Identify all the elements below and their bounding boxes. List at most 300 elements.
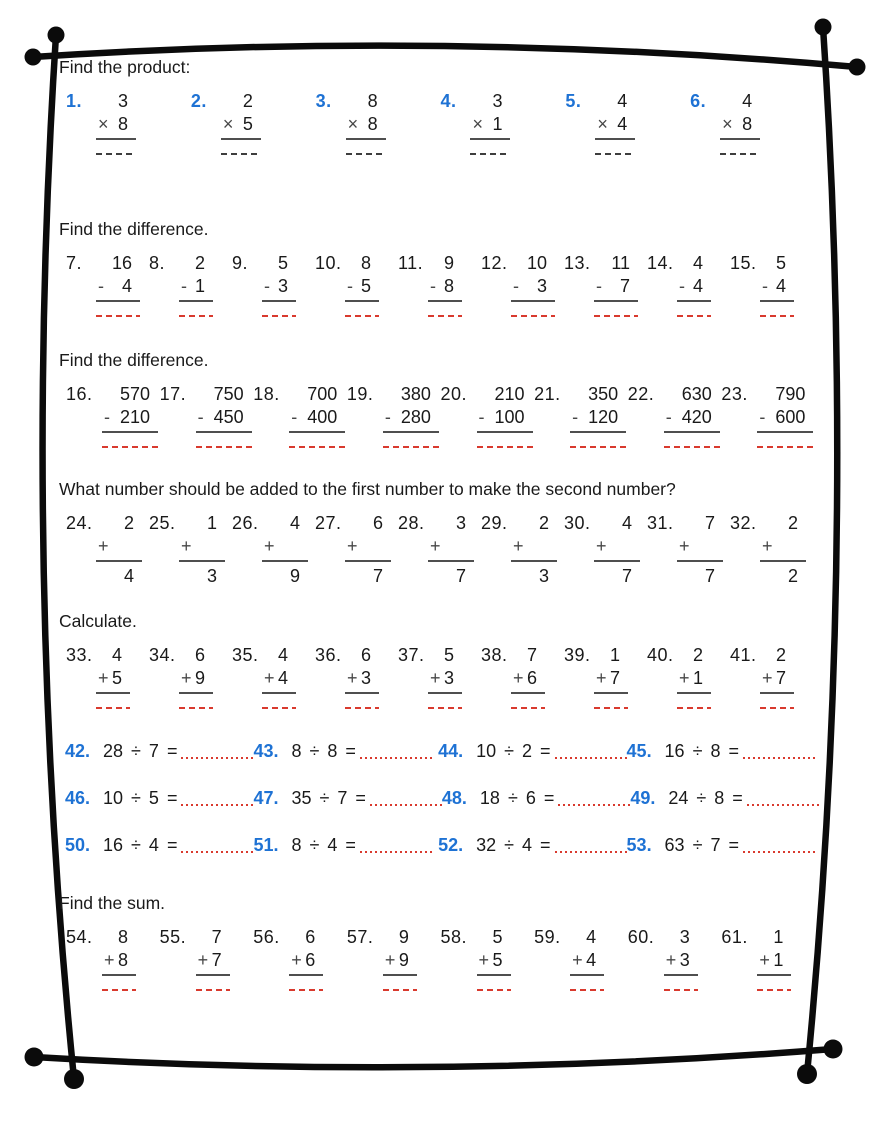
problem-row <box>59 90 815 155</box>
operator-sign: - <box>759 407 766 427</box>
dividend: 10 <box>103 788 124 808</box>
section-find-the-difference-1 <box>59 219 815 317</box>
problem-number: 26. <box>232 513 259 533</box>
problem-stack <box>196 383 252 448</box>
division-sign: ÷ <box>131 741 141 761</box>
top-operand: 4 <box>586 927 597 947</box>
dividend: 16 <box>103 835 124 855</box>
top-operand: 16 <box>111 253 132 273</box>
bottom-operand: 1 <box>194 276 205 296</box>
operator-row <box>760 535 806 562</box>
division-sign: ÷ <box>131 788 141 808</box>
bottom-operand: 3 <box>360 668 371 688</box>
answer-blank <box>511 707 545 709</box>
problem-number: 19. <box>346 384 374 404</box>
division-row <box>59 787 815 809</box>
operator-row <box>760 667 794 694</box>
top-operand: 4 <box>277 645 288 665</box>
top-operand: 2 <box>692 645 703 665</box>
problem-42 <box>65 740 253 762</box>
bottom-operand: 120 <box>588 407 619 427</box>
dividend: 24 <box>668 788 689 808</box>
problem-stack <box>760 512 806 587</box>
problem-number: 37. <box>398 645 425 665</box>
division-sign: ÷ <box>309 741 320 761</box>
operator-row <box>477 949 511 976</box>
operator-row <box>179 535 225 562</box>
operator-row <box>428 535 474 562</box>
top-operand: 1 <box>773 927 784 947</box>
problem-stack <box>594 512 640 587</box>
answer-blank <box>262 707 296 709</box>
problem-number: 40. <box>647 645 674 665</box>
bottom-operand: 210 <box>119 407 150 427</box>
operator-row <box>289 949 323 976</box>
section-division <box>59 740 815 881</box>
problem-stack <box>760 252 794 317</box>
problem-number: 15. <box>730 253 757 273</box>
border-dot <box>25 1048 44 1067</box>
problem-number: 61. <box>721 927 748 947</box>
operator-sign: + <box>104 950 115 970</box>
problem-stack <box>345 644 379 709</box>
division-sign: ÷ <box>309 835 320 855</box>
problem-number: 5. <box>565 91 582 111</box>
section-label: Calculate. <box>59 611 137 631</box>
result-value: 4 <box>123 566 134 586</box>
problem-number: 4. <box>440 91 457 111</box>
top-operand: 2 <box>123 513 134 533</box>
dividend: 35 <box>291 788 312 808</box>
bottom-operand: 6 <box>526 668 537 688</box>
answer-blank <box>477 989 511 991</box>
problem-number: 31. <box>647 513 674 533</box>
operator-sign: - <box>478 407 485 427</box>
answer-blank <box>558 804 630 806</box>
problem-number: 48. <box>441 788 467 808</box>
problem-number: 39. <box>564 645 591 665</box>
operator-row <box>262 667 296 694</box>
problem-number: 28. <box>398 513 425 533</box>
operator-sign: + <box>98 536 109 556</box>
equals-sign: = <box>732 788 743 808</box>
problem-number: 20. <box>440 384 468 404</box>
operator-sign: - <box>347 276 353 296</box>
division-row <box>59 740 815 762</box>
problem-2 <box>191 90 316 155</box>
bottom-operand: 6 <box>305 950 316 970</box>
problem-44 <box>438 740 626 762</box>
bottom-operand: 4 <box>277 668 288 688</box>
problem-53 <box>627 834 815 856</box>
problem-row <box>59 644 815 709</box>
answer-blank <box>570 446 626 448</box>
operator-row <box>96 113 136 140</box>
answer-blank <box>664 446 720 448</box>
problem-50 <box>65 834 253 856</box>
operator-sign: + <box>596 668 607 688</box>
problem-stack <box>179 252 213 317</box>
problem-stack <box>262 252 296 317</box>
problem-30 <box>564 512 647 587</box>
problem-number: 25. <box>149 513 176 533</box>
operator-row <box>428 667 462 694</box>
top-operand: 6 <box>360 645 371 665</box>
operator-sign: - <box>104 407 110 427</box>
equals-sign: = <box>543 788 555 808</box>
operator-sign: + <box>347 668 358 688</box>
problem-stack <box>511 644 545 709</box>
problem-14 <box>647 252 730 317</box>
problem-number: 17. <box>159 384 187 404</box>
bottom-operand: 8 <box>367 114 378 134</box>
problem-stack <box>221 90 261 155</box>
operator-sign: - <box>762 276 768 296</box>
answer-blank <box>221 153 261 155</box>
problem-47 <box>253 787 441 809</box>
bottom-operand: 3 <box>277 276 288 296</box>
problem-3 <box>316 90 441 155</box>
divisor: 8 <box>710 741 721 761</box>
problem-stack <box>345 512 391 587</box>
problem-57 <box>347 926 441 991</box>
problem-10 <box>315 252 398 317</box>
section-label: Find the difference. <box>59 219 209 239</box>
division-rows <box>59 740 815 856</box>
bottom-operand: 8 <box>117 950 128 970</box>
answer-blank <box>345 707 379 709</box>
problem-56 <box>253 926 347 991</box>
top-operand: 4 <box>692 253 703 273</box>
top-operand: 10 <box>526 253 547 273</box>
bottom-operand: 7 <box>211 950 222 970</box>
division-sign: ÷ <box>696 788 707 808</box>
result-value: 7 <box>372 566 383 586</box>
dividend: 8 <box>291 835 302 855</box>
problem-61 <box>721 926 815 991</box>
top-operand: 750 <box>213 384 244 404</box>
operator-sign: - <box>98 276 104 296</box>
bottom-operand: 1 <box>492 114 503 134</box>
operator-row <box>470 113 510 140</box>
top-operand: 3 <box>492 91 503 111</box>
operator-sign: + <box>430 668 441 688</box>
operator-row <box>383 949 417 976</box>
problem-33 <box>66 644 149 709</box>
operator-sign: - <box>596 276 602 296</box>
bottom-operand: 9 <box>194 668 205 688</box>
problem-17 <box>160 383 254 448</box>
top-operand: 5 <box>492 927 503 947</box>
divisor: 4 <box>522 835 533 855</box>
operator-row <box>289 406 345 433</box>
bottom-operand: 4 <box>617 114 628 134</box>
top-operand: 4 <box>289 513 300 533</box>
border-dot <box>797 1064 817 1084</box>
problem-row <box>59 512 815 587</box>
problem-number: 57. <box>346 927 374 947</box>
problem-21 <box>534 383 628 448</box>
top-operand: 7 <box>526 645 537 665</box>
answer-blank <box>383 989 417 991</box>
problem-stack <box>570 926 604 991</box>
top-operand: 5 <box>443 645 454 665</box>
problem-26 <box>232 512 315 587</box>
result-value: 2 <box>787 566 798 586</box>
border-dot <box>824 1040 843 1059</box>
operator-row <box>179 275 213 302</box>
problem-number: 53. <box>626 835 652 855</box>
problem-number: 59. <box>534 927 561 947</box>
operator-sign: - <box>679 276 685 296</box>
operator-row <box>595 113 635 140</box>
divisor: 8 <box>327 741 338 761</box>
operator-sign: × <box>722 114 733 134</box>
equals-sign: = <box>355 788 366 808</box>
answer-blank <box>594 707 628 709</box>
answer-blank <box>345 315 379 317</box>
operator-row <box>262 275 296 302</box>
operator-sign: + <box>264 536 275 556</box>
problem-number: 6. <box>690 91 707 111</box>
problem-stack <box>477 383 533 448</box>
dividend: 32 <box>476 835 497 855</box>
problem-number: 13. <box>564 253 591 273</box>
answer-blank <box>181 804 253 806</box>
answer-blank <box>743 851 815 853</box>
top-operand: 1 <box>609 645 620 665</box>
answer-blank <box>594 315 638 317</box>
bottom-operand: 8 <box>742 114 753 134</box>
problem-number: 21. <box>534 384 561 404</box>
operator-sign: - <box>665 407 672 427</box>
problem-stack <box>96 252 140 317</box>
answer-blank <box>289 446 345 448</box>
operator-sign: - <box>430 276 436 296</box>
operator-row <box>511 535 557 562</box>
top-operand: 4 <box>742 91 753 111</box>
top-operand: 3 <box>455 513 466 533</box>
problem-number: 8. <box>149 253 166 273</box>
problem-stack <box>102 926 136 991</box>
border-dot <box>25 49 42 66</box>
operator-row <box>570 949 604 976</box>
problem-39 <box>564 644 647 709</box>
operator-sign: + <box>430 536 441 556</box>
problem-stack <box>511 512 557 587</box>
divisor: 2 <box>522 741 533 761</box>
problem-40 <box>647 644 730 709</box>
answer-blank <box>196 446 252 448</box>
top-operand: 5 <box>277 253 288 273</box>
section-label: Find the sum. <box>59 893 166 913</box>
answer-blank <box>428 315 462 317</box>
problem-25 <box>149 512 232 587</box>
problem-number: 50. <box>65 835 91 855</box>
border-dot <box>64 1069 84 1089</box>
problem-stack <box>345 252 379 317</box>
operator-row <box>96 535 142 562</box>
problem-number: 30. <box>564 513 591 533</box>
answer-blank <box>289 989 323 991</box>
divisor: 7 <box>337 788 348 808</box>
dividend: 18 <box>479 788 500 808</box>
problem-number: 42. <box>65 741 91 761</box>
operator-row <box>677 535 723 562</box>
result-value: 7 <box>704 566 715 586</box>
operator-row <box>345 667 379 694</box>
operator-row <box>383 406 439 433</box>
top-operand: 2 <box>775 645 786 665</box>
bottom-operand: 280 <box>400 407 431 427</box>
bottom-operand: 5 <box>111 668 122 688</box>
problem-60 <box>628 926 722 991</box>
operator-sign: - <box>291 407 298 427</box>
top-operand: 7 <box>211 927 222 947</box>
answer-blank <box>595 153 635 155</box>
answer-blank <box>346 153 386 155</box>
dividend: 16 <box>664 741 685 761</box>
problem-stack <box>96 512 142 587</box>
operator-sign: - <box>513 276 519 296</box>
operator-row <box>428 275 462 302</box>
top-operand: 8 <box>367 91 378 111</box>
section-calculate <box>59 611 815 709</box>
problem-28 <box>398 512 481 587</box>
answer-blank <box>677 315 711 317</box>
problem-stack <box>196 926 230 991</box>
division-sign: ÷ <box>692 741 703 761</box>
problem-11 <box>398 252 481 317</box>
answer-blank <box>743 757 815 759</box>
operator-sign: - <box>264 276 270 296</box>
operator-row <box>96 275 140 302</box>
problem-24 <box>66 512 149 587</box>
section-label: Find the product: <box>59 57 191 77</box>
problem-stack <box>102 383 158 448</box>
problem-stack <box>428 252 462 317</box>
problem-36 <box>315 644 398 709</box>
top-operand: 2 <box>194 253 205 273</box>
problem-number: 41. <box>730 645 757 665</box>
operator-sign: + <box>596 536 607 556</box>
bottom-operand: 4 <box>692 276 703 296</box>
problem-number: 23. <box>721 384 748 404</box>
bottom-operand: 9 <box>398 950 409 970</box>
problem-7 <box>66 252 149 317</box>
dividend: 10 <box>476 741 497 761</box>
section-find-the-difference-2 <box>59 350 815 448</box>
problem-22 <box>628 383 722 448</box>
dividend: 8 <box>291 741 302 761</box>
operator-row <box>720 113 760 140</box>
problem-number: 3. <box>315 91 332 111</box>
answer-blank <box>677 707 711 709</box>
operator-row <box>760 275 794 302</box>
divisor: 8 <box>714 788 725 808</box>
problem-59 <box>534 926 628 991</box>
problem-number: 44. <box>438 741 464 761</box>
problem-4 <box>440 90 565 155</box>
top-operand: 2 <box>538 513 549 533</box>
problem-stack <box>470 90 510 155</box>
answer-blank <box>383 446 439 448</box>
problem-number: 60. <box>627 927 655 947</box>
problem-stack <box>289 926 323 991</box>
answer-blank <box>360 851 432 853</box>
operator-sign: + <box>665 950 677 970</box>
problem-number: 55. <box>159 927 187 947</box>
border-bottom-line <box>34 1049 833 1067</box>
answer-blank <box>360 757 432 759</box>
problem-29 <box>481 512 564 587</box>
problem-38 <box>481 644 564 709</box>
section-find-the-sum <box>59 893 815 991</box>
problem-12 <box>481 252 564 317</box>
operator-row <box>102 949 136 976</box>
operator-sign: + <box>197 950 209 970</box>
problem-number: 24. <box>66 513 93 533</box>
operator-row <box>757 406 813 433</box>
answer-blank <box>262 315 296 317</box>
operator-row <box>345 275 379 302</box>
problem-stack <box>757 926 791 991</box>
operator-row <box>664 949 698 976</box>
problem-16 <box>66 383 160 448</box>
problem-number: 11. <box>398 253 424 273</box>
bottom-operand: 8 <box>443 276 454 296</box>
problem-stack <box>383 383 439 448</box>
problem-stack <box>757 383 813 448</box>
operator-row <box>345 535 391 562</box>
problem-20 <box>441 383 535 448</box>
top-operand: 5 <box>775 253 786 273</box>
answer-blank <box>570 989 604 991</box>
problem-18 <box>253 383 347 448</box>
problem-stack <box>96 644 130 709</box>
problem-number: 2. <box>190 91 207 111</box>
operator-sign: × <box>98 114 109 134</box>
equals-sign: = <box>166 741 178 761</box>
divisor: 4 <box>327 835 338 855</box>
problem-9 <box>232 252 315 317</box>
operator-sign: × <box>347 114 359 134</box>
operator-row <box>511 275 555 302</box>
problem-number: 10. <box>315 253 342 273</box>
bottom-operand: 8 <box>117 114 128 134</box>
operator-sign: + <box>513 668 524 688</box>
problem-number: 12. <box>481 253 508 273</box>
answer-blank <box>96 315 140 317</box>
bottom-operand: 4 <box>775 276 786 296</box>
operator-sign: + <box>98 668 109 688</box>
problem-23 <box>721 383 815 448</box>
bottom-operand: 7 <box>775 668 786 688</box>
answer-blank <box>96 153 136 155</box>
problem-number: 29. <box>481 513 508 533</box>
operator-sign: - <box>384 407 391 427</box>
top-operand: 4 <box>617 91 628 111</box>
problem-number: 33. <box>66 645 93 665</box>
problem-stack <box>594 644 628 709</box>
problem-stack <box>262 512 308 587</box>
top-operand: 9 <box>398 927 409 947</box>
problem-number: 27. <box>315 513 342 533</box>
answer-blank <box>196 989 230 991</box>
bottom-operand: 3 <box>536 276 547 296</box>
top-operand: 1 <box>206 513 217 533</box>
top-operand: 11 <box>611 253 630 273</box>
